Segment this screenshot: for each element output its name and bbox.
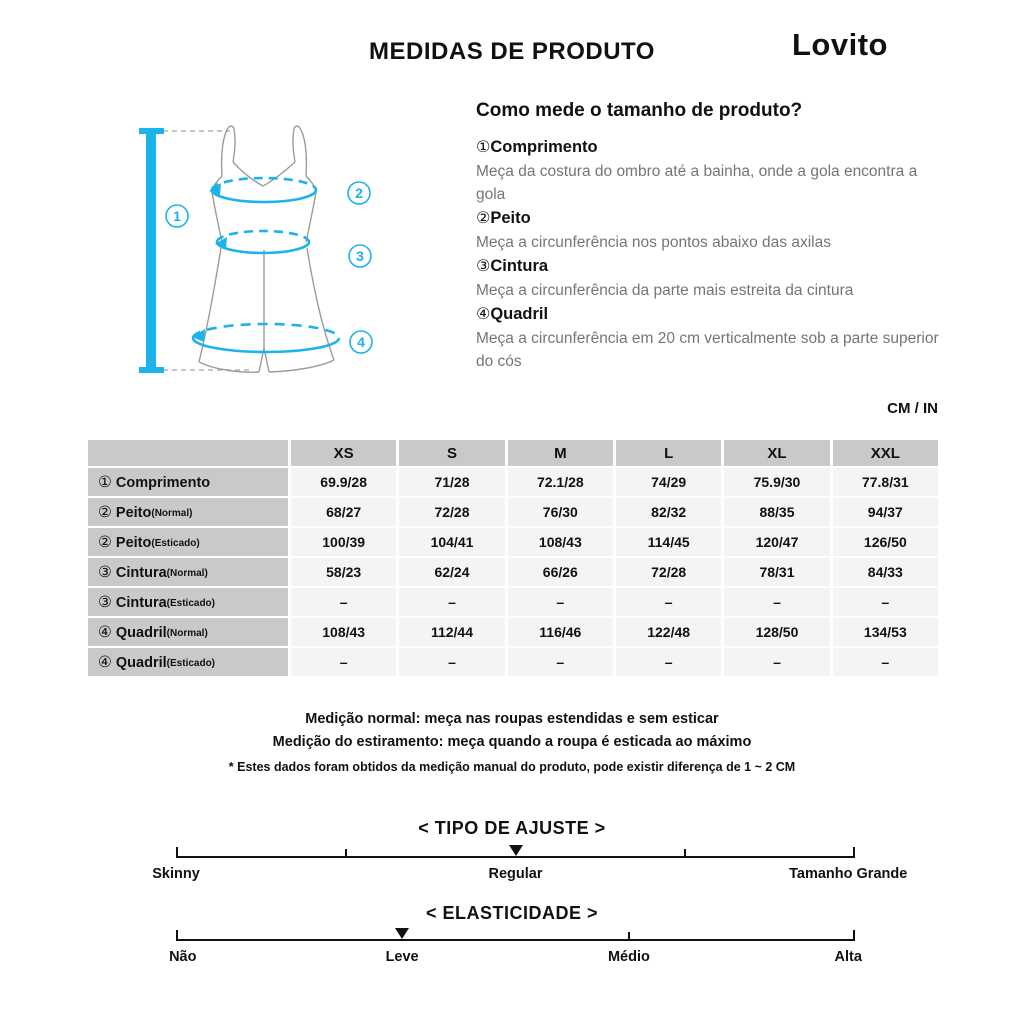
cell-value: 72.1/28 [508, 468, 613, 496]
stretch-scale-line [176, 939, 855, 941]
note-stretch: Medição do estiramento: meça quando a roupa é esticada ao máximo [272, 734, 752, 750]
cell-value: 58/23 [291, 558, 396, 586]
cell-value: 76/30 [508, 498, 613, 526]
stretch-scale-cap-right [853, 930, 855, 941]
fit-scale-tick-25 [345, 849, 347, 858]
cell-value: 69.9/28 [291, 468, 396, 496]
table-row [88, 528, 938, 556]
row-num: ① [98, 473, 112, 491]
circled-2: ② [476, 210, 491, 227]
fit-scale-tick-75 [684, 849, 686, 858]
col-header-s: S [399, 440, 504, 466]
cell-value: 72/28 [399, 498, 504, 526]
instruction-label-quadril: ④Quadril [476, 305, 549, 323]
garment-diagram [130, 100, 390, 400]
cell-value: 104/41 [399, 528, 504, 556]
cell-value: – [399, 588, 504, 616]
cell-value: – [616, 648, 721, 676]
table-row [88, 498, 938, 526]
diagram-markers [166, 182, 372, 353]
instruction-label-comprimento: ①Comprimento [476, 138, 598, 156]
row-header: ④ Quadril(Esticado) [88, 648, 288, 676]
row-header: ③ Cintura(Normal) [88, 558, 288, 586]
stretch-label-medio: Médio [607, 949, 650, 965]
cell-value: 72/28 [616, 558, 721, 586]
cell-value: 62/24 [399, 558, 504, 586]
col-header-xxl: XXL [833, 440, 938, 466]
brand-logo: Lovito [792, 27, 888, 62]
row-num: ④ [98, 653, 112, 671]
size-table-corner-cell [88, 440, 288, 466]
col-header-m: M [508, 440, 613, 466]
row-header: ④ Quadril(Normal) [88, 618, 288, 646]
stretch-label-alta: Alta [834, 949, 862, 965]
circled-4: ④ [476, 306, 491, 323]
cell-value: 68/27 [291, 498, 396, 526]
fit-scale-labels [152, 866, 908, 884]
stretch-scale-title: < ELASTICIDADE > [425, 903, 599, 923]
col-header-xl: XL [724, 440, 829, 466]
instruction-desc-cintura: Meça a circunferência da parte mais estreita da cintura [476, 282, 854, 299]
marker-1: 1 [173, 208, 181, 224]
row-num: ④ [98, 623, 112, 641]
fit-scale-title: < TIPO DE AJUSTE > [418, 818, 606, 838]
cell-value: 120/47 [724, 528, 829, 556]
cell-value: 94/37 [833, 498, 938, 526]
fit-scale-cap-left [176, 847, 178, 858]
fit-scale-cap-right [853, 847, 855, 858]
size-table [85, 438, 941, 678]
cell-value: 128/50 [724, 618, 829, 646]
stretch-scale-pointer [395, 928, 409, 939]
instruction-label-peito: ②Peito [476, 209, 531, 227]
cell-value: 108/43 [508, 528, 613, 556]
stretch-scale-tick-67 [628, 932, 630, 941]
cell-value: – [508, 648, 613, 676]
measure-instructions [476, 100, 942, 373]
table-row [88, 588, 938, 616]
row-num: ② [98, 503, 112, 521]
instructions-title: Como mede o tamanho de produto? [476, 100, 803, 121]
marker-3: 3 [356, 248, 364, 264]
row-num: ② [98, 533, 112, 551]
stretch-scale-track [176, 927, 855, 941]
cell-value: – [291, 648, 396, 676]
cell-value: – [291, 588, 396, 616]
garment-outline [199, 126, 334, 372]
cell-value: 100/39 [291, 528, 396, 556]
fit-label-tamanho-grande: Tamanho Grande [789, 866, 908, 882]
fit-scale-track [176, 844, 855, 858]
cell-value: 114/45 [616, 528, 721, 556]
measure-ellipses [193, 178, 339, 352]
instruction-desc-peito: Meça a circunferência nos pontos abaixo das axilas [476, 234, 831, 251]
cell-value: 78/31 [724, 558, 829, 586]
measure-arrowheads [192, 183, 227, 342]
cell-value: 126/50 [833, 528, 938, 556]
fit-scale-line [176, 856, 855, 858]
row-num: ③ [98, 563, 112, 581]
fit-label-regular: Regular [488, 866, 543, 882]
row-variant: (Esticado) [166, 597, 215, 609]
col-header-l: L [616, 440, 721, 466]
row-variant: (Esticado) [166, 657, 216, 669]
cell-value: – [508, 588, 613, 616]
units-label: CM / IN [887, 400, 938, 417]
note-disclaimer: * Estes dados foram obtidos da medição manual do produto, pode existir diferença de 1 ~ 2 CM [228, 760, 796, 774]
cell-value: 84/33 [833, 558, 938, 586]
instruction-desc-comprimento: Meça da costura do ombro até a bainha, onde a gola encontra a gola [476, 163, 918, 203]
marker-2: 2 [355, 185, 363, 201]
cell-value: 116/46 [508, 618, 613, 646]
row-variant: (Normal) [166, 627, 208, 639]
row-num: ③ [98, 593, 112, 611]
circled-3: ③ [476, 258, 491, 275]
cell-value: 88/35 [724, 498, 829, 526]
cell-value: 66/26 [508, 558, 613, 586]
table-row [88, 558, 938, 586]
col-header-xs: XS [291, 440, 396, 466]
cell-value: – [724, 588, 829, 616]
cell-value: 77.8/31 [833, 468, 938, 496]
instruction-label-cintura: ③Cintura [476, 257, 549, 275]
page-title: MEDIDAS DE PRODUTO [369, 38, 655, 65]
cell-value: 71/28 [399, 468, 504, 496]
cell-value: – [399, 648, 504, 676]
row-variant: (Esticado) [151, 537, 200, 549]
cell-value: 134/53 [833, 618, 938, 646]
cell-value: 75.9/30 [724, 468, 829, 496]
cell-value: 74/29 [616, 468, 721, 496]
size-table-header-row [88, 440, 938, 466]
cell-value: – [724, 648, 829, 676]
circled-1: ① [476, 139, 491, 156]
table-row [88, 648, 938, 676]
cell-value: – [616, 588, 721, 616]
measurement-notes [0, 708, 1024, 774]
table-row [88, 468, 938, 496]
note-normal: Medição normal: meça nas roupas estendidas e sem esticar [305, 711, 719, 727]
stretch-scale-labels [169, 949, 862, 967]
cell-value: – [833, 648, 938, 676]
instruction-desc-quadril: Meça a circunferência em 20 cm verticalmente sob a parte superior do cós [476, 330, 939, 370]
row-variant: (Normal) [166, 567, 208, 579]
row-header: ② Peito(Esticado) [88, 528, 288, 556]
cell-value: – [833, 588, 938, 616]
row-header: ③ Cintura(Esticado) [88, 588, 288, 616]
length-measure-bar [139, 131, 164, 370]
stretch-scale-cap-left [176, 930, 178, 941]
fit-scale-pointer [509, 845, 523, 856]
cell-value: 122/48 [616, 618, 721, 646]
table-row [88, 618, 938, 646]
marker-4: 4 [357, 334, 365, 350]
row-header: ② Peito(Normal) [88, 498, 288, 526]
fit-label-skinny: Skinny [152, 866, 200, 882]
row-header: ① Comprimento [88, 468, 288, 496]
cell-value: 108/43 [291, 618, 396, 646]
cell-value: 82/32 [616, 498, 721, 526]
cell-value: 112/44 [399, 618, 504, 646]
row-variant: (Normal) [151, 507, 193, 519]
stretch-label-nao: Não [169, 949, 197, 965]
stretch-label-leve: Leve [385, 949, 419, 965]
